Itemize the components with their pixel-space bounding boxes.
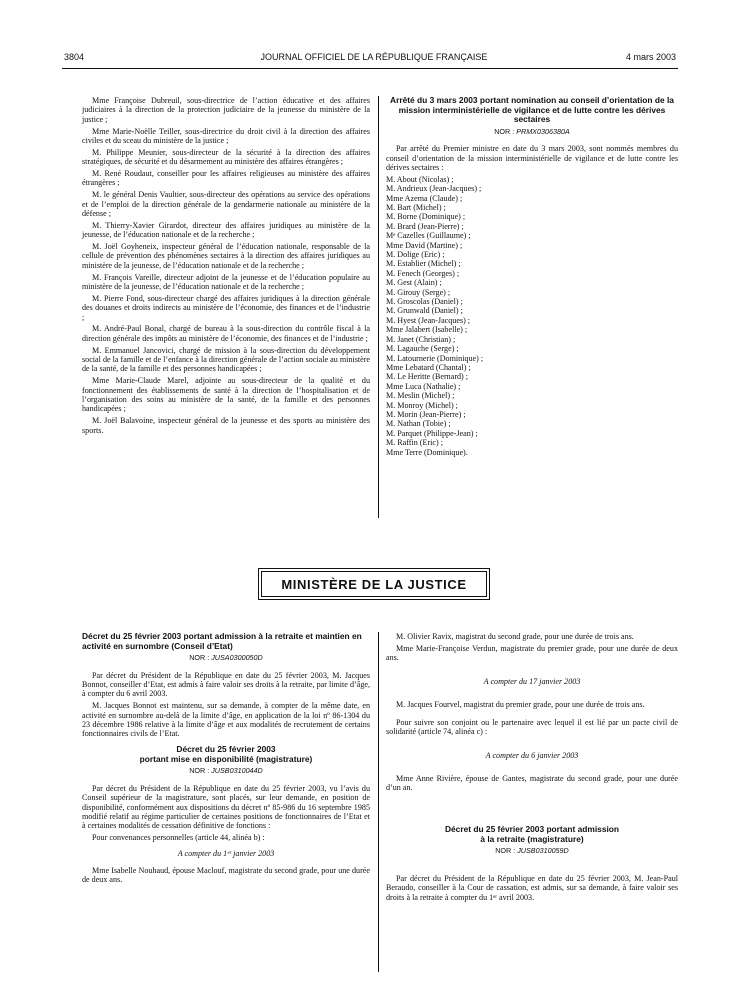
nor-label: NOR : xyxy=(494,126,515,136)
member-list-item: M. Lagauche (Serge) ; xyxy=(386,344,459,354)
nor-code: JUSB0310044D xyxy=(211,766,263,776)
paragraph: M. André-Paul Bonal, chargé de bureau à la sous-direction du contrôle fiscal à la direction générale des impôts au ministère de l’économie, des finances et de l’industrie ; xyxy=(82,324,370,343)
paragraph: Pour convenances personnelles (article 44, alinéa b) : xyxy=(92,833,265,843)
nor-reference xyxy=(82,653,370,662)
decree-title: Décret du 25 février 2003 portant admission à la retraite et maintien en activité en surnombre (Conseil d’Etat) xyxy=(82,631,362,651)
date-heading: A compter du 6 janvier 2003 xyxy=(485,750,579,760)
paragraph: M. Joël Goyheneix, inspecteur général de l’éducation nationale, responsable de la cellule de prévention des phénomènes sectaires à la direction des affaires juridiques au ministère de la jeunesse, de l’éducation nationale et de la recherche ; xyxy=(82,242,370,270)
paragraph: M. Jacques Bonnot est maintenu, sur sa demande, à compter de la même date, en activité en surnombre au-delà de la limite d’âge, en application de la loi nº 86-1304 du 23 décembre 1986 relative à la limite d’âge et aux modalités de recrutement de certains fonctionnaires civils de l’Etat. xyxy=(82,701,370,739)
member-list-item: M. Grunwald (Daniel) ; xyxy=(386,306,463,316)
member-list-item: Mme David (Martine) ; xyxy=(386,240,463,250)
member-list-item: M. About (Nicolas) ; xyxy=(386,174,454,184)
member-list-item: Mme Jalabert (Isabelle) ; xyxy=(386,325,468,335)
paragraph: Par décret du Président de la République en date du 25 février 2003, vu l’avis du Conseil supérieur de la magistrature, sont placés, sur leur demande, en position de disponibilité, conformément aux dispositions du décret nº 85-986 du 16 septembre 1985 modifié relatif au régime particulier de certaines positions de fonctionnaires de l’Etat et à certaines modalités de cessation définitive de fonctions : xyxy=(82,783,370,831)
paragraph: M. Jacques Fourvel, magistrat du premier grade, pour une durée de trois ans. xyxy=(396,700,645,710)
member-list-item: M. Borne (Dominique) ; xyxy=(386,212,466,222)
member-list-item: M. Brard (Jean-Pierre) ; xyxy=(386,221,464,231)
nor-reference xyxy=(386,846,678,855)
member-list xyxy=(386,175,678,457)
member-list-item: M. Meslin (Michel) ; xyxy=(386,391,455,401)
paragraph: M. René Roudaut, conseiller pour les affaires religieuses au ministère des affaires étrangères ; xyxy=(82,169,370,188)
member-list-item: M. Parquet (Philippe-Jean) ; xyxy=(386,428,478,438)
left-column-top xyxy=(82,96,370,437)
member-list-item: M. Latournerie (Dominique) ; xyxy=(386,353,484,363)
left-column-bottom xyxy=(82,632,370,887)
member-list-item: M. Bart (Michel) ; xyxy=(386,203,446,213)
member-list-item: M. Dolige (Eric) ; xyxy=(386,250,445,260)
paragraph: Mme Marie-Noëlle Teiller, sous-directrice du droit civil à la direction des affaires civiles et du sceau du ministère de la justice ; xyxy=(82,126,370,146)
member-list-item: M. Monroy (Michel) ; xyxy=(386,400,458,410)
paragraph: M. Joël Balavoine, inspecteur général de la jeunesse et des sports au ministère des sports. xyxy=(82,416,370,435)
arrete-intro: Par arrêté du Premier ministre en date du 3 mars 2003, sont nommés membres du conseil d’orientation de la mission interministérielle de vigilance et de lutte contre les dérives sectaires : xyxy=(386,144,678,172)
right-column-bottom xyxy=(386,632,678,904)
paragraph: M. Philippe Meunier, sous-directeur de la sécurité à la direction des affaires stratégiques, de sécurité et du désarmement au ministère des affaires étrangères ; xyxy=(82,147,370,167)
paragraph: M. Olivier Ravix, magistrat du second grade, pour une durée de trois ans. xyxy=(396,632,634,641)
paragraph: Par décret du Président de la République en date du 25 février 2003, M. Jean-Paul Beraudo, conseiller à la Cour de cassation, est admis, sur sa demande, à faire valoir ses droits à la retraite à compter du 1ᵉʳ avril 2003. xyxy=(386,873,678,902)
ministry-banner xyxy=(258,568,490,600)
member-list-item: M. Gest (Alain) ; xyxy=(386,278,442,288)
decree-title: portant mise en disponibilité (magistrature) xyxy=(139,753,313,764)
member-list-item: Mme Azema (Claude) ; xyxy=(386,193,463,203)
member-list-item: M. Establier (Michel) ; xyxy=(386,259,461,269)
paragraph: Mme Marie-Claude Marel, adjointe au sous-directeur de la qualité et du fonctionnement des établissements de santé à la direction de l’hospitalisation et de l’organisation des soins au ministère de la santé, de la famille et des personnes handicapées ; xyxy=(82,376,370,414)
ministry-title: MINISTÈRE DE LA JUSTICE xyxy=(261,571,487,597)
paragraph: Par décret du Président de la République en date du 25 février 2003, M. Jacques Bonnot, conseiller d’Etat, est admis à faire valoir ses droits à la retraite, par limite d’âge, à compter du 6 avril 2003. xyxy=(82,670,370,699)
paragraph: Mme Marie-Françoise Verdun, magistrate du premier grade, pour une durée de deux ans. xyxy=(386,643,678,663)
member-list-item: M. Le Heritte (Bernard) ; xyxy=(386,372,469,382)
date-heading: A compter du 17 janvier 2003 xyxy=(483,676,581,686)
member-list-item: M. Morin (Jean-Pierre) ; xyxy=(386,409,466,419)
member-list-item: M. Andrieux (Jean-Jacques) ; xyxy=(386,184,482,194)
member-list-item: M. Janet (Christian) ; xyxy=(386,334,456,344)
member-list-item: Mme Terre (Dominique). xyxy=(386,447,468,457)
arrete-title: Arrêté du 3 mars 2003 portant nomination au conseil d’orientation de la mission interministérielle de vigilance et de lutte contre les dérives sectaires xyxy=(390,95,674,125)
nor-code: PRMX0306380A xyxy=(516,126,570,136)
column-divider-top xyxy=(378,96,379,518)
page-header xyxy=(0,52,748,66)
paragraph: Mme Anne Rivière, épouse de Gantes, magistrate du second grade, pour une durée d’un an. xyxy=(386,774,678,793)
nor-label: NOR : xyxy=(189,766,210,776)
nor-label: NOR : xyxy=(189,653,210,663)
paragraph: Mme Isabelle Nouhaud, épouse Maclouf, magistrate du second grade, pour une durée de deux ans. xyxy=(82,866,370,885)
member-list-item: M. Groscolas (Daniel) ; xyxy=(386,297,463,307)
decree-title: à la retraite (magistrature) xyxy=(480,833,584,844)
nor-label: NOR : xyxy=(495,846,516,856)
member-list-item: Mme Lebatard (Chantal) ; xyxy=(386,362,471,372)
member-list-item: M. Raffin (Eric) ; xyxy=(386,438,443,448)
member-list-item: M. Fenech (Georges) ; xyxy=(386,268,460,278)
member-list-item: M. Girouy (Serge) ; xyxy=(386,287,451,297)
decree-title: Décret du 25 février 2003 xyxy=(176,744,276,755)
decree-title: Décret du 25 février 2003 portant admission xyxy=(444,824,620,835)
header-rule xyxy=(62,68,678,69)
paragraph: M. le général Denis Vaultier, sous-directeur des opérations au service des opérations et de l’emploi de la direction générale de la gendarmerie nationale au ministère de la défense ; xyxy=(82,190,370,219)
paragraph: M. Thierry-Xavier Girardot, directeur des affaires juridiques au ministère de la jeunesse, de l’éducation nationale et de la recherche ; xyxy=(82,220,370,240)
date-heading: A compter du 1ᵉʳ janvier 2003 xyxy=(177,848,275,858)
member-list-item: Mme Luca (Nathalie) ; xyxy=(386,381,461,391)
journal-title: JOURNAL OFFICIEL DE LA RÉPUBLIQUE FRANÇAISE xyxy=(260,52,488,62)
column-divider-bottom xyxy=(378,632,379,972)
member-list-item: Mᵉ Cazelles (Guillaume) ; xyxy=(386,231,471,241)
nor-reference xyxy=(386,127,678,136)
member-list-item: M. Nathan (Tobie) ; xyxy=(386,419,451,429)
nor-code: JUSB0310059D xyxy=(517,846,569,856)
issue-date: 4 mars 2003 xyxy=(625,52,676,62)
member-list-item: M. Hyest (Jean-Jacques) ; xyxy=(386,315,471,325)
page-number: 3804 xyxy=(64,52,85,62)
paragraph: M. Pierre Fond, sous-directeur chargé des affaires juridiques à la direction générale des douanes et droits indirects au ministère de l’économie, des finances et de l’industrie ; xyxy=(82,293,370,322)
paragraph: M. Emmanuel Jancovici, chargé de mission à la sous-direction du développement social de la famille et de l’enfance à la direction générale de l’action sociale au ministère de la santé, de la famille et des personnes handicapées ; xyxy=(82,345,370,374)
nor-code: JUSA0300050D xyxy=(211,653,263,663)
paragraph: M. François Vareille, directeur adjoint de la jeunesse et de l’éducation populaire au ministère de la jeunesse, de l’éducation nationale et de la recherche ; xyxy=(82,272,370,292)
paragraph: Pour suivre son conjoint ou le partenaire avec lequel il est lié par un pacte civil de solidarité (article 74, alinéa c) : xyxy=(386,717,678,737)
nor-reference xyxy=(82,766,370,775)
paragraph: Mme Françoise Dubreuil, sous-directrice de l’action éducative et des affaires judiciaires à la direction de la protection judiciaire de la jeunesse du ministère de la justice ; xyxy=(82,96,370,124)
right-column-top xyxy=(386,96,678,457)
